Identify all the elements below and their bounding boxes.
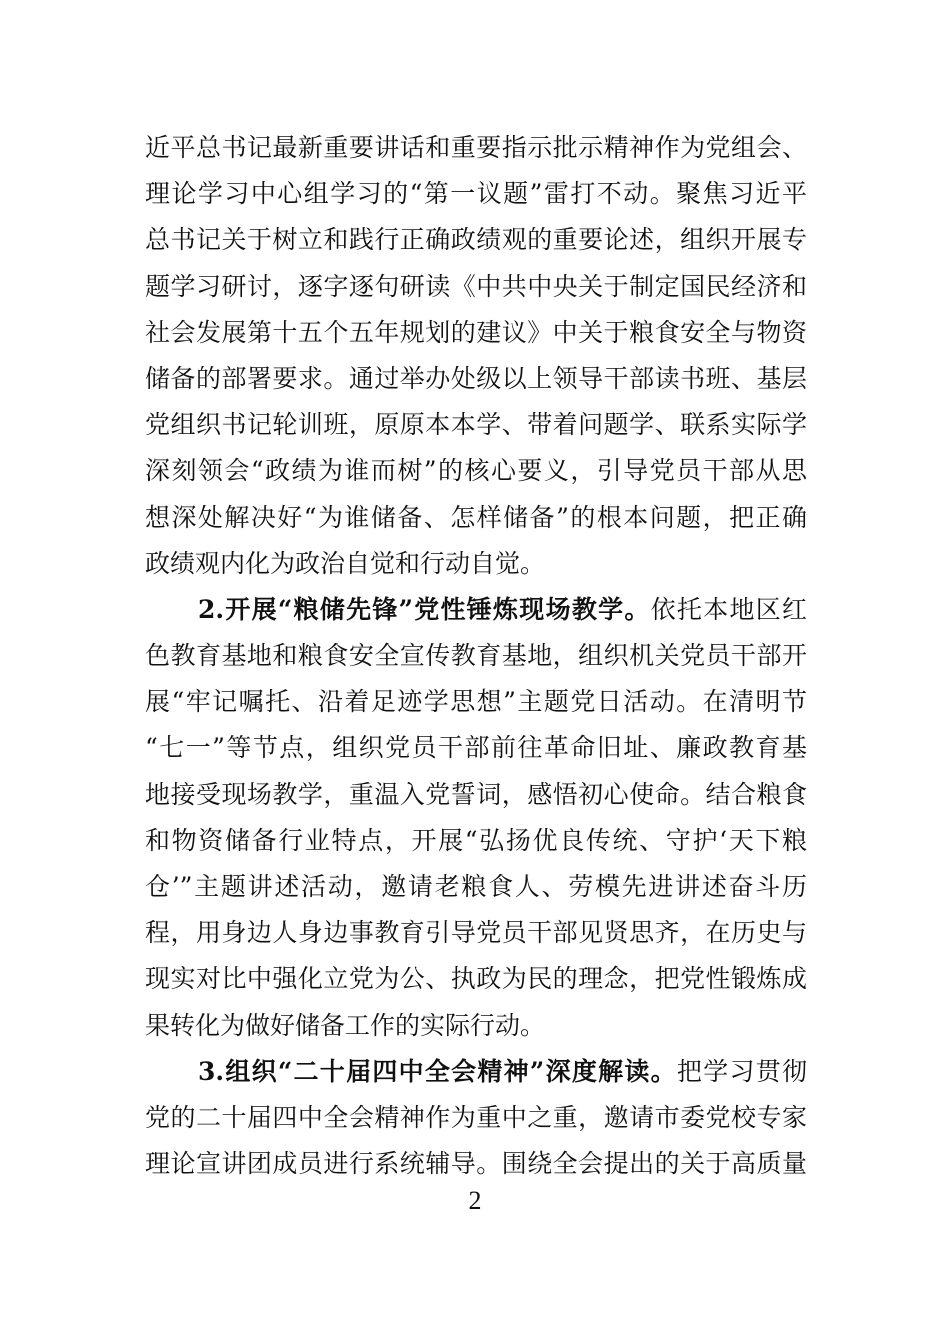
text-line: “七一”等节点，组织党员干部前往革命旧址、廉政教育基 xyxy=(145,733,807,763)
section-heading: 2.开展“粮储先锋”党性锤炼现场教学。 xyxy=(198,594,651,624)
text-line: 和物资储备行业特点，开展“弘扬优良传统、守护‘天下粮 xyxy=(145,825,807,855)
text-line: 政绩观内化为政治自觉和行动自觉。 xyxy=(145,548,546,578)
text-line: 社会发展第十五个五年规划的建议》中关于粮食安全与物资 xyxy=(145,317,807,347)
text-line: 色教育基地和粮食安全宣传教育基地，组织机关党员干部开 xyxy=(145,641,807,671)
text-line: 现实对比中强化立党为公、执政为民的理念，把党性锻炼成 xyxy=(145,964,807,994)
text-segment: 依托本地区红 xyxy=(650,594,807,624)
text-line: 想深处解决好“为谁储备、怎样储备”的根本问题，把正确 xyxy=(145,502,807,532)
text-line: 党组织书记轮训班，原原本本学、带着问题学、联系实际学 xyxy=(145,410,807,440)
page-number: 2 xyxy=(468,1186,482,1215)
text-line: 程，用身边人身边事教育引导党员干部见贤思齐，在历史与 xyxy=(145,918,807,948)
text-line: 总书记关于树立和践行正确政绩观的重要论述，组织开展专 xyxy=(145,225,807,255)
text-line: 储备的部署要求。通过举办处级以上领导干部读书班、基层 xyxy=(145,363,807,393)
text-line: 党的二十届四中全会精神作为重中之重，邀请市委党校专家 xyxy=(145,1102,807,1132)
text-line: 果转化为做好储备工作的实际行动。 xyxy=(145,1010,546,1040)
document-page xyxy=(145,128,807,1190)
text-line xyxy=(145,1052,807,1098)
section-heading: 3.组织“二十届四中全会精神”深度解读。 xyxy=(198,1056,677,1086)
text-line: 深刻领会“政绩为谁而树”的核心要义，引导党员干部从思 xyxy=(145,456,807,486)
text-line: 题学习研讨，逐字逐句研读《中共中央关于制定国民经济和 xyxy=(145,271,807,301)
text-line xyxy=(145,590,807,636)
paragraph-1 xyxy=(145,128,807,590)
text-line: 理论宣讲团成员进行系统辅导。围绕全会提出的关于高质量 xyxy=(145,1149,807,1179)
paragraph-2 xyxy=(145,590,807,1052)
paragraph-3 xyxy=(145,1052,807,1191)
text-line: 近平总书记最新重要讲话和重要指示批示精神作为党组会、 xyxy=(145,133,807,162)
text-line: 仓’”主题讲述活动，邀请老粮食人、劳模先进讲述奋斗历 xyxy=(145,872,807,901)
text-segment: 把学习贯彻 xyxy=(676,1056,807,1086)
text-line: 地接受现场教学，重温入党誓词，感悟初心使命。结合粮食 xyxy=(145,779,807,809)
text-line: 理论学习中心组学习的“第一议题”雷打不动。聚焦习近平 xyxy=(145,179,807,209)
text-line: 展“牢记嘱托、沿着足迹学思想”主题党日活动。在清明节 xyxy=(145,687,807,717)
